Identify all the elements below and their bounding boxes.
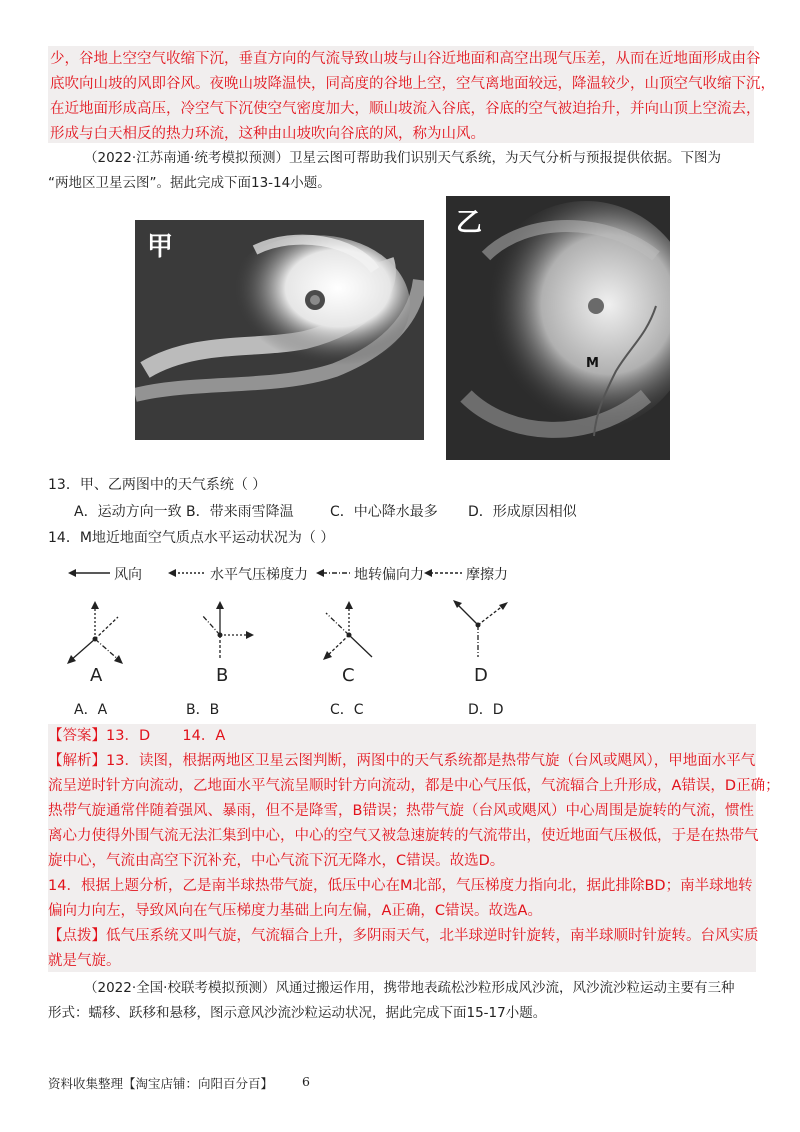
q13-option-c: C．中心降水最多 — [330, 504, 438, 520]
analysis-tag: 【解析】 — [48, 753, 106, 769]
analysis-line: 14．根据上题分析，乙是南半球热带气旋，低压中心在M北部，气压梯度力指向北，据此排除BD；南半球地转 — [48, 878, 753, 894]
diagram-b — [188, 595, 258, 685]
top-explanation — [48, 46, 775, 143]
q14-option-c: C．C — [330, 702, 364, 718]
analysis-line: 热带气旋通常伴随着强风、暴雨，但不是降雪，B错误；热带气旋（台风或飓风）中心周围是旋转的气流，惯性 — [48, 803, 754, 819]
tip-line: 就是气旋。 — [48, 953, 121, 969]
q13-option-b: B．带来雨雪降温 — [186, 504, 294, 520]
q13-stem: 13．甲、乙两图中的天气系统（ ） — [48, 477, 267, 493]
answer-tag: 【答案】 — [48, 728, 106, 744]
legend-coriolis-label: 地转偏向力 — [354, 567, 424, 583]
diagram-c-letter: C — [342, 665, 355, 686]
tip-line — [48, 924, 759, 949]
q14-option-a: A．A — [74, 702, 108, 718]
analysis-line: 离心力使得外围气流无法汇集到中心，中心的空气又被急速旋转的气流带出，使近地面气压极低，于是在热带气 — [48, 828, 759, 844]
satellite-image-jia — [135, 220, 424, 440]
intro-15-17-line1: （2022·全国·校联考模拟预测）风通过搬运作用，携带地表疏松沙粒形成风沙流，风沙流沙粒运动主要有三种 — [84, 980, 735, 996]
legend-wind-label: 风向 — [114, 567, 142, 583]
answer-line — [48, 724, 756, 749]
diagram-a-letter: A — [90, 665, 103, 686]
answer-text: 13．D 14．A — [106, 728, 226, 744]
intro-13-14-line2: “两地区卫星云图”。据此完成下面13-14小题。 — [48, 175, 331, 191]
intro-13-14-line1: （2022·江苏南通·统考模拟预测）卫星云图可帮助我们识别天气系统，为天气分析与预报提供依据。下图为 — [84, 150, 721, 166]
q14-stem: 14．M地近地面空气质点水平运动状况为（ ） — [48, 530, 335, 546]
q14-option-d: D．D — [468, 702, 504, 718]
force-legend — [64, 560, 534, 590]
explanation-line: 少，谷地上空空气收缩下沉，垂直方向的气流导致山坡与山谷近地面和高空出现气压差，从而在近地面形成由谷 — [50, 51, 761, 67]
footer-source: 资料收集整理【淘宝店铺：向阳百分百】 — [48, 1076, 274, 1091]
analysis-line: 旋中心，气流由高空下沉补充，中心气流下沉无降水，C错误。故选D。 — [48, 853, 505, 869]
q13-option-a: A．运动方向一致 — [74, 504, 182, 520]
analysis-line: 偏向力向左，导致风向在气压梯度力基础上向左偏，A正确，C错误。故选A。 — [48, 903, 542, 919]
diagram-d — [446, 595, 516, 685]
analysis-text: 13．读图，根据两地区卫星云图判断，两图中的天气系统都是热带气旋（台风或飓风），甲地面水平气 — [106, 753, 756, 769]
diagram-a — [60, 595, 130, 685]
explanation-line: 形成与白天相反的热力环流，这种由山坡吹向谷底的风，称为山风。 — [50, 126, 485, 142]
cloud-swirl-jia — [135, 220, 424, 440]
diagram-b-letter: B — [216, 665, 229, 686]
image-label-jia: 甲 — [147, 232, 174, 262]
legend-friction-label: 摩擦力 — [466, 567, 508, 583]
diagram-d-letter: D — [474, 665, 488, 686]
diagram-c — [314, 595, 384, 685]
analysis-line — [48, 749, 756, 774]
page-number: 6 — [302, 1074, 310, 1089]
explanation-line: 底吹向山坡的风即谷风。夜晚山坡降温快，同高度的谷地上空，空气离地面较远，降温较少，山顶空气收缩下沉， — [50, 76, 775, 92]
intro-15-17-line2: 形式：蠕移、跃移和悬移，图示意风沙流沙粒运动状况，据此完成下面15-17小题。 — [48, 1005, 547, 1021]
explanation-line: 在近地面形成高压，冷空气下沉使空气密度加大，顺山坡流入谷底，谷底的空气被迫抬升，并向山顶上空流去， — [50, 101, 761, 117]
marker-m: M — [586, 356, 599, 371]
q14-option-b: B．B — [186, 702, 220, 718]
legend-pressure-gradient-label: 水平气压梯度力 — [210, 567, 308, 583]
satellite-image-yi — [446, 196, 670, 460]
tip-text: 低气压系统又叫气旋，气流辐合上升，多阴雨天气，北半球逆时针旋转，南半球顺时针旋转。台风实质 — [106, 928, 759, 944]
tip-tag: 【点拨】 — [48, 928, 106, 944]
image-label-yi: 乙 — [456, 208, 483, 238]
answer-analysis-block — [48, 724, 780, 972]
analysis-line: 流呈逆时针方向流动，乙地面水平气流呈顺时针方向流动，都是中心气压低，气流辐合上升形成，A错误，D正确； — [48, 778, 780, 794]
q13-option-d: D．形成原因相似 — [468, 504, 577, 520]
